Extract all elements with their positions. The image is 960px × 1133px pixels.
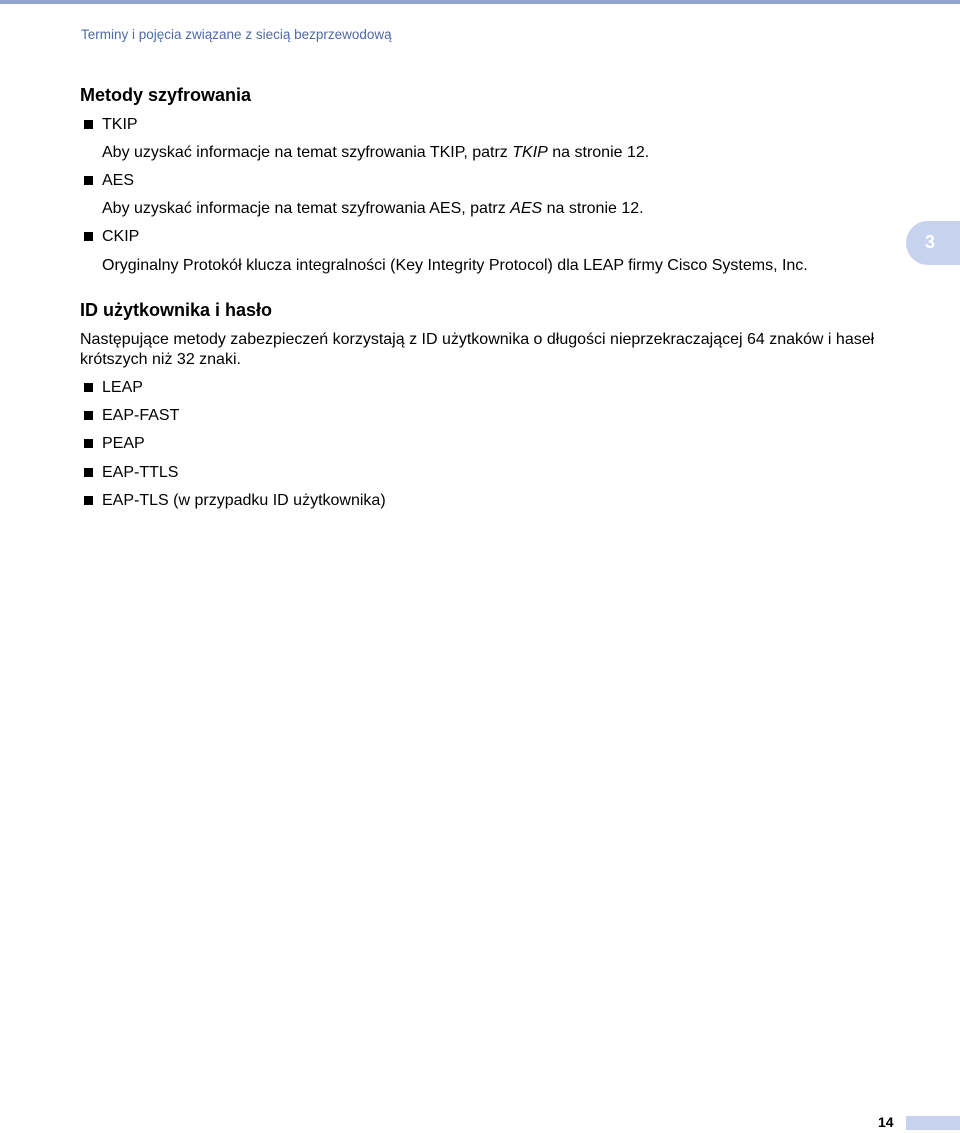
page-number: 14 [878, 1114, 894, 1130]
aes-description [102, 199, 644, 219]
square-bullet-icon [84, 468, 93, 477]
desc-text: Aby uzyskać informacje na temat szyfrowania TKIP, patrz [102, 144, 513, 161]
list-item-label: EAP-TTLS [102, 464, 179, 481]
square-bullet-icon [84, 232, 93, 241]
list-item-label: CKIP [102, 228, 140, 245]
square-bullet-icon [84, 411, 93, 420]
square-bullet-icon [84, 176, 93, 185]
section-heading-userid: ID użytkownika i hasło [80, 300, 273, 320]
tkip-description [102, 143, 649, 163]
list-item-label: AES [102, 172, 135, 189]
cross-reference-link[interactable]: AES [510, 200, 543, 217]
desc-text: na stronie 12. [542, 200, 644, 217]
cross-reference-link[interactable]: TKIP [512, 144, 548, 161]
userid-paragraph: Następujące metody zabezpieczeń korzystają z ID użytkownika o długości nieprzekraczającej 64 znaków i haseł krótszych niż 32 znaki. [80, 331, 875, 368]
square-bullet-icon [84, 496, 93, 505]
square-bullet-icon [84, 120, 93, 129]
list-item-label: EAP-TLS (w przypadku ID użytkownika) [102, 492, 386, 509]
chapter-number: 3 [924, 232, 935, 252]
list-item-label: LEAP [102, 379, 143, 396]
top-rule [0, 0, 960, 4]
page-number-bar [906, 1116, 960, 1130]
desc-text: na stronie 12. [547, 144, 650, 161]
square-bullet-icon [84, 439, 93, 448]
ckip-description: Oryginalny Protokół klucza integralności (Key Integrity Protocol) dla LEAP firmy Cisco Systems, Inc. [102, 257, 808, 274]
list-item-label: TKIP [102, 116, 138, 133]
section-heading-encryption: Metody szyfrowania [80, 85, 252, 105]
square-bullet-icon [84, 383, 93, 392]
list-item-label: PEAP [102, 435, 145, 452]
running-title: Terminy i pojęcia związane z siecią bezprzewodową [81, 27, 392, 42]
chapter-tab [906, 221, 960, 265]
list-item-label: EAP-FAST [102, 407, 180, 424]
desc-text: Aby uzyskać informacje na temat szyfrowania AES, patrz [102, 200, 511, 217]
